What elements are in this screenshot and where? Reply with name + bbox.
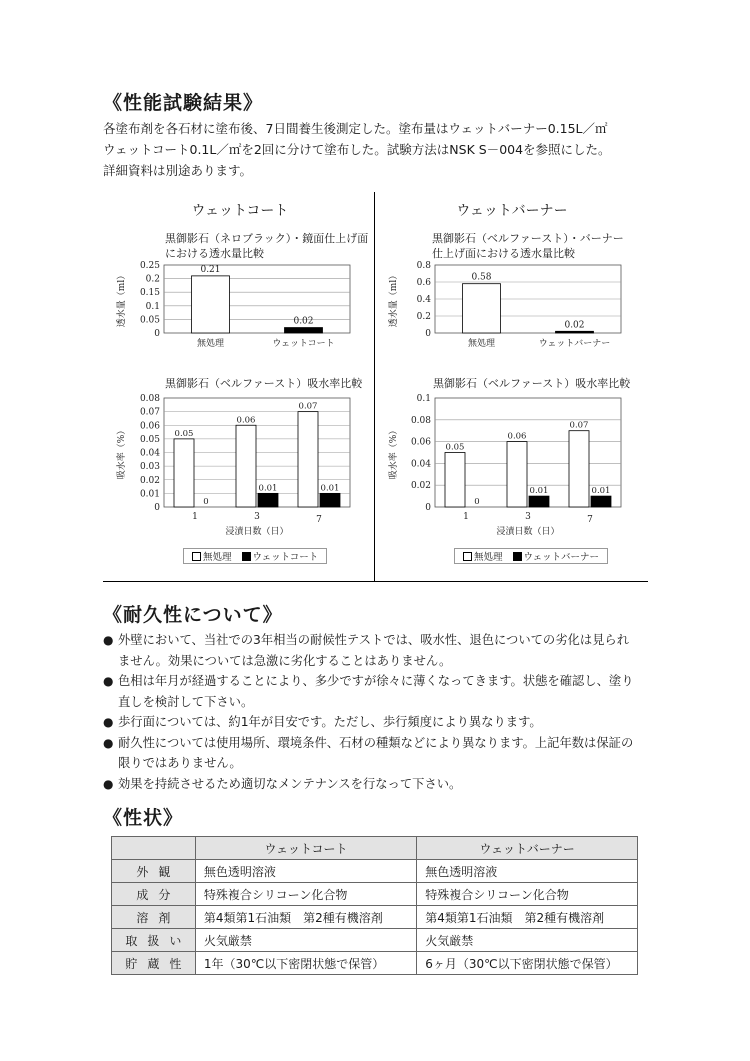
y-tick-label: 0.02 xyxy=(139,475,160,486)
data-label: 0.01 xyxy=(320,483,340,494)
row-header: 取扱い xyxy=(112,929,196,952)
legend-label: 無処理 xyxy=(474,552,503,563)
bar xyxy=(463,284,501,333)
y-tick-label: 0.15 xyxy=(139,288,160,299)
y-axis-label: 吸水率（%） xyxy=(389,425,399,480)
row-header: 溶剤 xyxy=(112,906,196,929)
table-row xyxy=(112,906,638,929)
table-row xyxy=(112,929,638,952)
bar xyxy=(445,453,465,508)
chart-title-line: 黒御影石（ベルファースト）吸水率比較 xyxy=(433,377,631,390)
data-label: 0.01 xyxy=(529,486,549,497)
chart-title-line: 黒御影石（ベルファースト）吸水率比較 xyxy=(165,377,363,390)
data-label: 0.58 xyxy=(471,272,492,283)
data-label: 0.02 xyxy=(564,320,585,331)
y-tick-label: 0.8 xyxy=(416,261,431,271)
legend-wetcoat xyxy=(183,548,327,564)
legend-swatch-white xyxy=(463,552,472,561)
y-tick-label: 0 xyxy=(154,329,160,339)
chart-permeability-wetcoat xyxy=(108,255,363,360)
row-header: 成分 xyxy=(112,883,196,906)
y-tick-label: 0.01 xyxy=(139,489,160,500)
table-cell: 無色透明溶液 xyxy=(417,860,638,883)
y-tick-label: 0.04 xyxy=(410,459,431,470)
list-item-line: 外壁において、当社での3年相当の耐候性テストでは、吸水性、退色についての劣化は見られ xyxy=(118,633,630,647)
legend-item-untreated xyxy=(463,549,503,563)
legend-label: 無処理 xyxy=(203,552,232,563)
data-label: 0.01 xyxy=(258,483,278,494)
bar xyxy=(258,493,278,507)
y-tick-label: 0.6 xyxy=(416,278,431,288)
list-item-line: 限りではありません。 xyxy=(118,756,242,770)
legend-swatch-black xyxy=(513,552,522,561)
intro-line: ウェットコート0.1L／㎡を2回に分けて塗布した。試験方法はNSK S－004を参照にした。 xyxy=(103,142,611,157)
x-tick-label: ウェットバーナー xyxy=(538,339,611,349)
bar xyxy=(174,439,194,507)
bar xyxy=(569,431,589,507)
legend-wetburner xyxy=(454,548,608,564)
y-tick-label: 0.05 xyxy=(139,315,160,326)
y-tick-label: 0.03 xyxy=(139,462,160,473)
y-tick-label: 0.06 xyxy=(410,437,431,448)
list-item xyxy=(103,671,663,712)
y-tick-label: 0.02 xyxy=(410,481,431,492)
intro-paragraph xyxy=(103,118,611,181)
chart-title-line: 黒御影石（ネロブラック）・鏡面仕上げ面 xyxy=(165,232,369,245)
durability-list xyxy=(103,630,663,794)
data-label: 0.06 xyxy=(507,431,527,442)
section-heading-properties: 《性状》 xyxy=(103,807,184,829)
data-label: 0.05 xyxy=(174,428,194,439)
legend-swatch-black xyxy=(242,552,251,561)
table-header-cell: ウェットコート xyxy=(195,837,416,860)
table-cell: 第4類第1石油類 第2種有機溶剤 xyxy=(195,906,416,929)
bar xyxy=(320,493,340,507)
x-axis-label: 浸漬日数（日） xyxy=(225,527,289,537)
y-tick-label: 0.08 xyxy=(139,394,160,404)
list-item-line: 色相は年月が経過することにより、多少ですが徐々に薄くなってきます。状態を確認し、塗り xyxy=(118,674,634,688)
bullet-icon: ● xyxy=(103,776,114,791)
x-axis-label: 浸漬日数（日） xyxy=(496,527,560,537)
table-row xyxy=(112,883,638,906)
y-tick-label: 0 xyxy=(425,503,431,513)
chart-absorption-wetburner xyxy=(380,390,635,540)
y-axis-label: 透水量（ml） xyxy=(117,270,127,328)
x-tick-label: 1 xyxy=(463,512,469,522)
row-header: 貯蔵性 xyxy=(112,952,196,975)
chart-title-line: における透水量比較 xyxy=(165,247,264,260)
bar xyxy=(298,412,318,507)
x-tick-label: 3 xyxy=(254,512,260,522)
data-label: 0 xyxy=(203,497,209,507)
table-cell: 無色透明溶液 xyxy=(195,860,416,883)
y-axis-label: 透水量（ml） xyxy=(389,270,399,328)
y-tick-label: 0.1 xyxy=(145,301,160,312)
y-tick-label: 0.2 xyxy=(416,312,431,322)
list-item xyxy=(103,630,663,671)
x-tick-label: 無処理 xyxy=(196,339,225,349)
chart-absorption-wetcoat xyxy=(108,390,363,540)
list-item-line: 直しを検討して下さい。 xyxy=(118,694,254,709)
data-label: 0.07 xyxy=(569,420,589,431)
table-row xyxy=(112,860,638,883)
bullet-icon: ● xyxy=(103,674,114,688)
section-heading-performance: 《性能試験結果》 xyxy=(103,92,264,114)
row-header: 外観 xyxy=(112,860,196,883)
y-tick-label: 0.25 xyxy=(139,261,160,271)
list-item xyxy=(103,774,663,795)
bullet-icon: ● xyxy=(103,715,114,729)
bar xyxy=(236,425,256,507)
table-cell: 第4類第1石油類 第2種有機溶剤 xyxy=(417,906,638,929)
intro-line: 各塗布剤を各石材に塗布後、7日間養生後測定した。塗布量はウェットバーナー0.15L／㎡ xyxy=(103,121,608,136)
legend-label: ウェットバーナー xyxy=(523,552,599,563)
y-tick-label: 0.1 xyxy=(416,394,431,404)
y-tick-label: 0.2 xyxy=(145,274,160,285)
legend-label: ウェットコート xyxy=(252,552,319,563)
chart-title-absorption-wetcoat xyxy=(165,376,362,391)
bullet-icon: ● xyxy=(103,735,114,750)
data-label: 0.07 xyxy=(298,401,318,412)
section-heading-durability: 《耐久性について》 xyxy=(103,604,283,626)
column-divider xyxy=(374,192,375,582)
x-tick-label: ウェットコート xyxy=(272,339,335,349)
column-title-wetburner: ウェットバーナー xyxy=(456,203,568,219)
list-item-line: 効果を持続させるため適切なメンテナンスを行なって下さい。 xyxy=(118,776,462,791)
data-label: 0.02 xyxy=(293,316,314,327)
chart-title-absorption-wetburner xyxy=(433,376,630,391)
legend-item-treated xyxy=(242,549,319,563)
table-header-cell: ウェットバーナー xyxy=(417,837,638,860)
list-item-line: ません。効果については急激に劣化することはありません。 xyxy=(118,653,452,668)
legend-item-treated xyxy=(513,549,599,563)
section-rule xyxy=(103,581,648,582)
list-item xyxy=(103,712,663,733)
table-cell: 火気厳禁 xyxy=(417,929,638,952)
intro-line: 詳細資料は別途あります。 xyxy=(103,163,253,178)
data-label: 0 xyxy=(474,497,480,507)
bullet-icon: ● xyxy=(103,633,114,647)
y-tick-label: 0.06 xyxy=(139,421,160,432)
y-tick-label: 0.4 xyxy=(416,295,431,305)
x-tick-label: 無処理 xyxy=(467,339,496,349)
legend-item-untreated xyxy=(192,549,232,563)
x-tick-label: 1 xyxy=(192,512,198,522)
table-cell: 火気厳禁 xyxy=(195,929,416,952)
properties-table xyxy=(111,836,638,975)
table-cell: 1年（30℃以下密閉状態で保管） xyxy=(195,952,416,975)
bar xyxy=(192,276,230,333)
table-cell: 特殊複合シリコーン化合物 xyxy=(195,883,416,906)
data-label: 0.21 xyxy=(200,264,221,275)
bar xyxy=(556,331,594,333)
y-tick-label: 0 xyxy=(425,329,431,339)
table-row xyxy=(112,952,638,975)
y-tick-label: 0.04 xyxy=(139,448,160,459)
table-header-cell xyxy=(112,837,196,860)
data-label: 0.06 xyxy=(236,415,256,426)
y-tick-label: 0.05 xyxy=(139,434,160,445)
y-tick-label: 0.07 xyxy=(139,407,160,418)
table-cell: 特殊複合シリコーン化合物 xyxy=(417,883,638,906)
chart-title-line: 仕上げ面における透水量比較 xyxy=(432,247,575,260)
y-tick-label: 0.08 xyxy=(410,415,431,426)
y-tick-label: 0 xyxy=(154,503,160,513)
table-cell: 6ヶ月（30℃以下密閉状態で保管） xyxy=(417,952,638,975)
chart-permeability-wetburner xyxy=(380,255,635,360)
list-item-line: 歩行面については、約1年が目安です。ただし、歩行頻度により異なります。 xyxy=(118,715,542,729)
x-tick-label: 7 xyxy=(316,515,322,525)
bar xyxy=(591,496,611,507)
legend-swatch-white xyxy=(192,552,201,561)
list-item xyxy=(103,733,663,774)
x-tick-label: 3 xyxy=(525,512,531,522)
column-title-wetcoat: ウェットコート xyxy=(191,203,289,219)
bar xyxy=(507,442,527,507)
bar xyxy=(285,328,323,333)
data-label: 0.05 xyxy=(445,442,465,453)
list-item-line: 耐久性については使用場所、環境条件、石材の種類などにより異なります。上記年数は保証の xyxy=(118,735,634,750)
y-axis-label: 吸水率（%） xyxy=(117,425,127,480)
bar xyxy=(529,496,549,507)
table-header-row xyxy=(112,837,638,860)
data-label: 0.01 xyxy=(591,486,611,497)
chart-title-line: 黒御影石（ベルファースト）・バーナー xyxy=(432,232,624,245)
x-tick-label: 7 xyxy=(587,515,593,525)
